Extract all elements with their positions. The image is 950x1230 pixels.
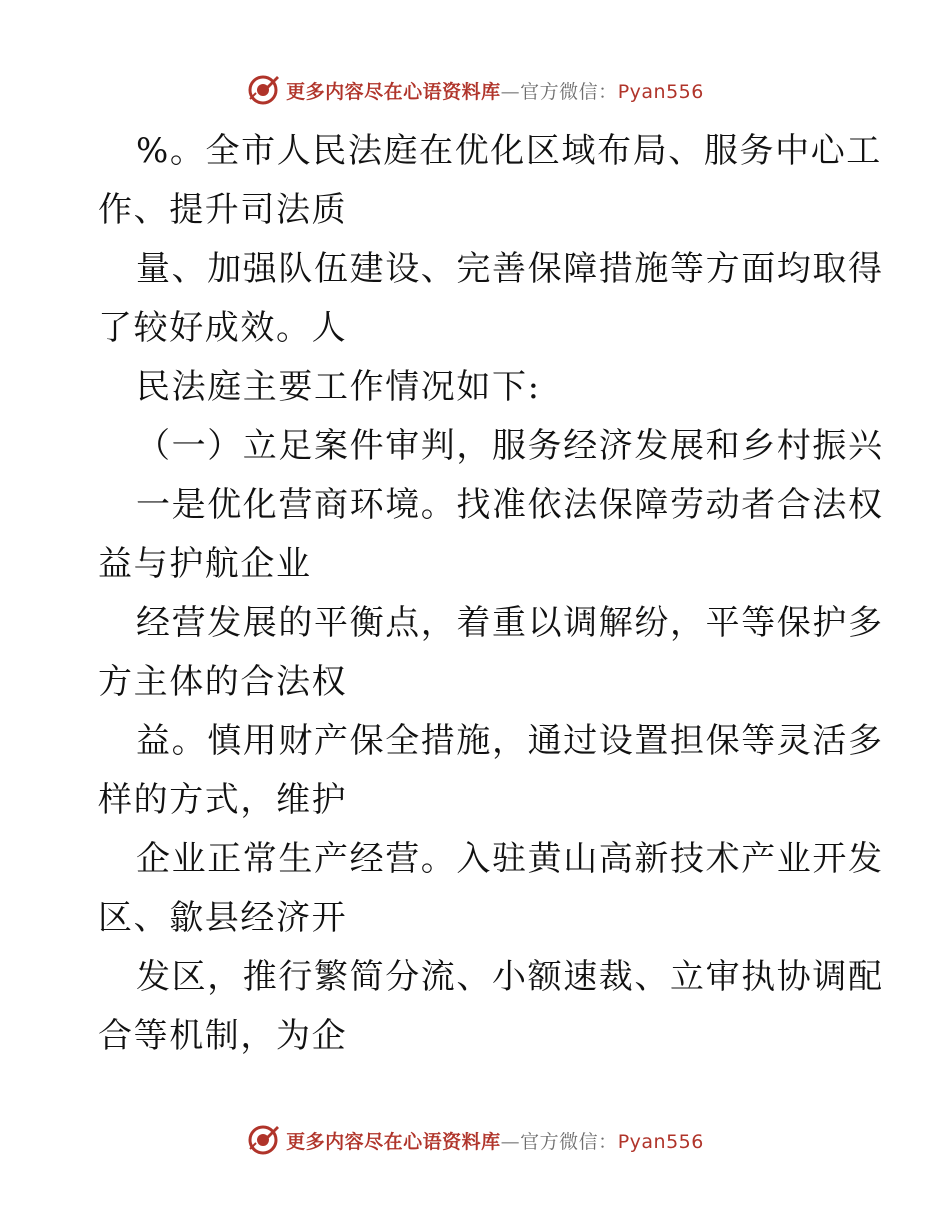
document-line: 了较好成效。人	[98, 308, 348, 348]
watermark-wechat-label: 官方微信：	[520, 80, 618, 103]
document-line: 经营发展的平衡点，着重以调解纷，平等保护多	[136, 603, 884, 643]
document-line: 作、提升司法质	[98, 190, 348, 230]
watermark-site-name: 更多内容尽在心语资料库	[286, 80, 501, 103]
document-line: 量、加强队伍建设、完善保障措施等方面均取得	[136, 249, 884, 289]
watermark-wechat-id: Pyan556	[617, 80, 704, 103]
document-line: 方主体的合法权	[98, 662, 348, 702]
document-line: 合等机制，为企	[98, 1016, 348, 1056]
pen-seal-logo-icon	[246, 1123, 280, 1157]
watermark-dash: —	[500, 80, 521, 103]
pen-seal-logo-icon	[246, 73, 280, 107]
footer-watermark-banner	[0, 1120, 950, 1160]
document-line: 企业正常生产经营。入驻黄山高新技术产业开发	[136, 839, 884, 879]
document-line: %。全市人民法庭在优化区域布局、服务中心工	[136, 131, 882, 171]
document-body	[98, 122, 884, 1066]
document-line: 区、歙县经济开	[98, 898, 348, 938]
watermark-dash: —	[500, 1130, 521, 1153]
watermark-site-name: 更多内容尽在心语资料库	[286, 1130, 501, 1153]
watermark-text	[286, 77, 704, 104]
watermark-wechat-label: 官方微信：	[520, 1130, 618, 1153]
document-line: 样的方式，维护	[98, 780, 348, 820]
watermark-wechat-id: Pyan556	[617, 1130, 704, 1153]
document-line: 益与护航企业	[98, 544, 312, 584]
document-line: 发区，推行繁简分流、小额速裁、立审执协调配	[136, 957, 884, 997]
watermark-text	[286, 1127, 704, 1154]
document-line: 民法庭主要工作情况如下:	[136, 367, 541, 407]
document-line: 一是优化营商环境。找准依法保障劳动者合法权	[136, 485, 884, 525]
document-line: 益。慎用财产保全措施，通过设置担保等灵活多	[136, 721, 884, 761]
header-watermark-banner	[0, 70, 950, 110]
document-line: （一）立足案件审判，服务经济发展和乡村振兴	[136, 426, 884, 466]
